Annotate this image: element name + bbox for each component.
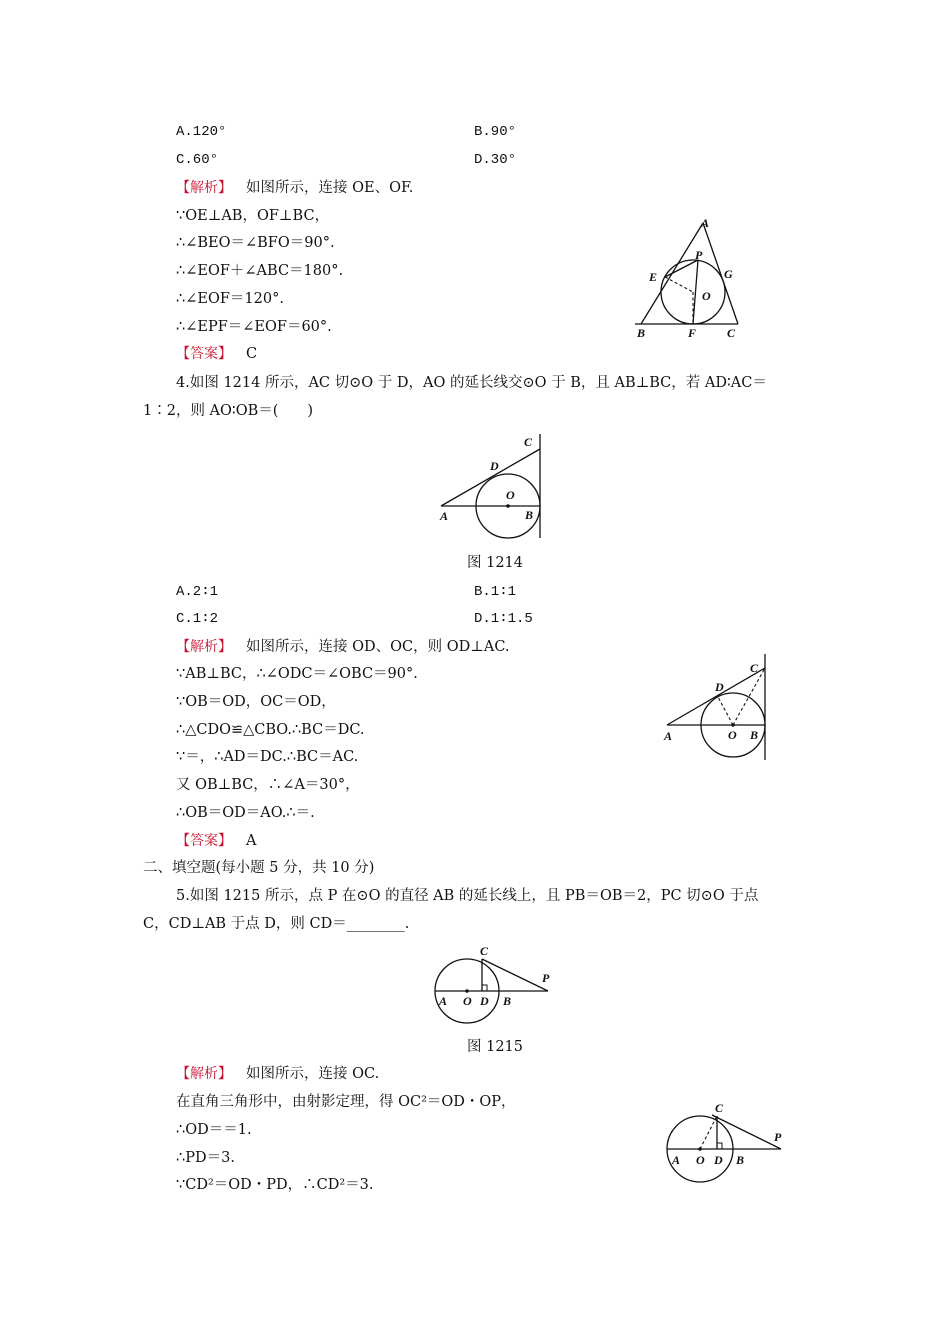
label-o: O xyxy=(506,488,515,502)
label-c: C xyxy=(524,435,533,449)
option-d: D.30° xyxy=(474,152,517,168)
option-a: A.2∶1 xyxy=(176,584,219,600)
label-a: A xyxy=(439,994,448,1008)
question-4-stem: 1∶2，则 AO∶OB＝( ) xyxy=(143,403,314,419)
analysis-line: ∴∠EOF＋∠ABC＝180°. xyxy=(176,263,344,279)
analysis-line: 【解析】 如图所示，连接 OD、OC，则 OD⊥AC. xyxy=(176,639,510,655)
label-g: G xyxy=(724,267,733,281)
label-p: P xyxy=(774,1130,782,1144)
analysis-tag: 【解析】 xyxy=(176,1066,232,1082)
label-c: C xyxy=(727,326,736,340)
answer-tag: 【答案】 xyxy=(176,346,232,362)
figure-1215-solution xyxy=(660,1100,790,1188)
label-c: C xyxy=(480,944,489,958)
figure-1214 xyxy=(436,432,556,542)
label-b: B xyxy=(750,728,759,742)
question-5-stem: C，CD⊥AB 于点 D，则 CD＝________. xyxy=(143,916,410,932)
figure-1214-solution xyxy=(662,652,777,764)
label-o: O xyxy=(463,994,472,1008)
option-a: A.120° xyxy=(176,124,227,140)
label-a: A xyxy=(672,1153,681,1167)
analysis-line: ∵OE⊥AB，OF⊥BC， xyxy=(176,208,330,224)
label-p: P xyxy=(695,248,703,262)
analysis-line: 在直角三角形中，由射影定理，得 OC²＝OD・OP， xyxy=(176,1094,516,1110)
analysis-line: ∴△CDO≌△CBO.∴BC＝DC. xyxy=(176,722,365,738)
figure-triangle-incircle xyxy=(630,215,745,340)
label-b: B xyxy=(503,994,512,1008)
label-d: D xyxy=(490,459,499,473)
label-c: C xyxy=(715,1101,724,1115)
label-e: E xyxy=(649,270,658,284)
label-c: C xyxy=(750,661,759,675)
option-c: C.1∶2 xyxy=(176,611,219,627)
analysis-line: ∵CD²＝OD・PD，∴CD²＝3. xyxy=(176,1177,374,1193)
question-4-stem: 4.如图 1214 所示，AC 切⊙O 于 D，AO 的延长线交⊙O 于 B，且 AB⊥BC，若 AD∶AC＝ xyxy=(176,375,767,391)
option-c: C.60° xyxy=(176,152,219,168)
label-o: O xyxy=(702,289,711,303)
analysis-line: ∴OB＝OD＝AO.∴＝. xyxy=(176,805,315,821)
analysis-line: 又 OB⊥BC，∴∠A＝30°， xyxy=(176,777,360,793)
question-5-stem: 5.如图 1215 所示，点 P 在⊙O 的直径 AB 的延长线上，且 PB＝OB＝2，PC 切⊙O 于点 xyxy=(176,888,759,904)
analysis-line: ∴∠EOF＝120°. xyxy=(176,291,284,307)
answer-line xyxy=(176,344,257,364)
label-d: D xyxy=(714,1153,723,1167)
analysis-line: 【解析】 如图所示，连接 OE、OF. xyxy=(176,180,414,196)
figure-caption: 图 1215 xyxy=(466,1039,523,1055)
analysis-line: ∴PD＝3. xyxy=(176,1150,235,1166)
figure-caption: 图 1214 xyxy=(466,555,523,571)
label-o: O xyxy=(728,728,737,742)
label-d: D xyxy=(480,994,489,1008)
option-b: B.1∶1 xyxy=(474,584,517,600)
answer-value: C xyxy=(246,346,258,362)
label-a: A xyxy=(440,509,449,523)
analysis-tag: 【解析】 xyxy=(176,639,232,655)
figure-1215 xyxy=(430,942,560,1027)
analysis-line: ∵OB＝OD，OC＝OD， xyxy=(176,694,336,710)
answer-value: A xyxy=(246,833,257,849)
answer-line xyxy=(176,831,256,851)
label-a: A xyxy=(701,216,710,230)
analysis-tag: 【解析】 xyxy=(176,180,232,196)
option-d: D.1∶1.5 xyxy=(474,611,533,627)
analysis-line: ∵＝，∴AD＝DC.∴BC＝AC. xyxy=(176,749,359,765)
analysis-line: ∴OD＝＝1. xyxy=(176,1122,252,1138)
label-f: F xyxy=(688,326,697,340)
analysis-line: 【解析】 如图所示，连接 OC. xyxy=(176,1066,380,1082)
label-o: O xyxy=(696,1153,705,1167)
label-d: D xyxy=(715,680,724,694)
analysis-line: ∴∠BEO＝∠BFO＝90°. xyxy=(176,235,335,251)
label-p: P xyxy=(542,971,550,985)
label-a: A xyxy=(664,729,673,743)
analysis-line: ∵AB⊥BC，∴∠ODC＝∠OBC＝90°. xyxy=(176,666,418,682)
label-b: B xyxy=(736,1153,745,1167)
answer-tag: 【答案】 xyxy=(176,833,232,849)
option-b: B.90° xyxy=(474,124,517,140)
label-b: B xyxy=(525,508,534,522)
section-heading: 二、填空题(每小题 5 分，共 10 分) xyxy=(143,860,375,876)
label-b: B xyxy=(637,326,646,340)
analysis-line: ∴∠EPF＝∠EOF＝60°. xyxy=(176,319,332,335)
